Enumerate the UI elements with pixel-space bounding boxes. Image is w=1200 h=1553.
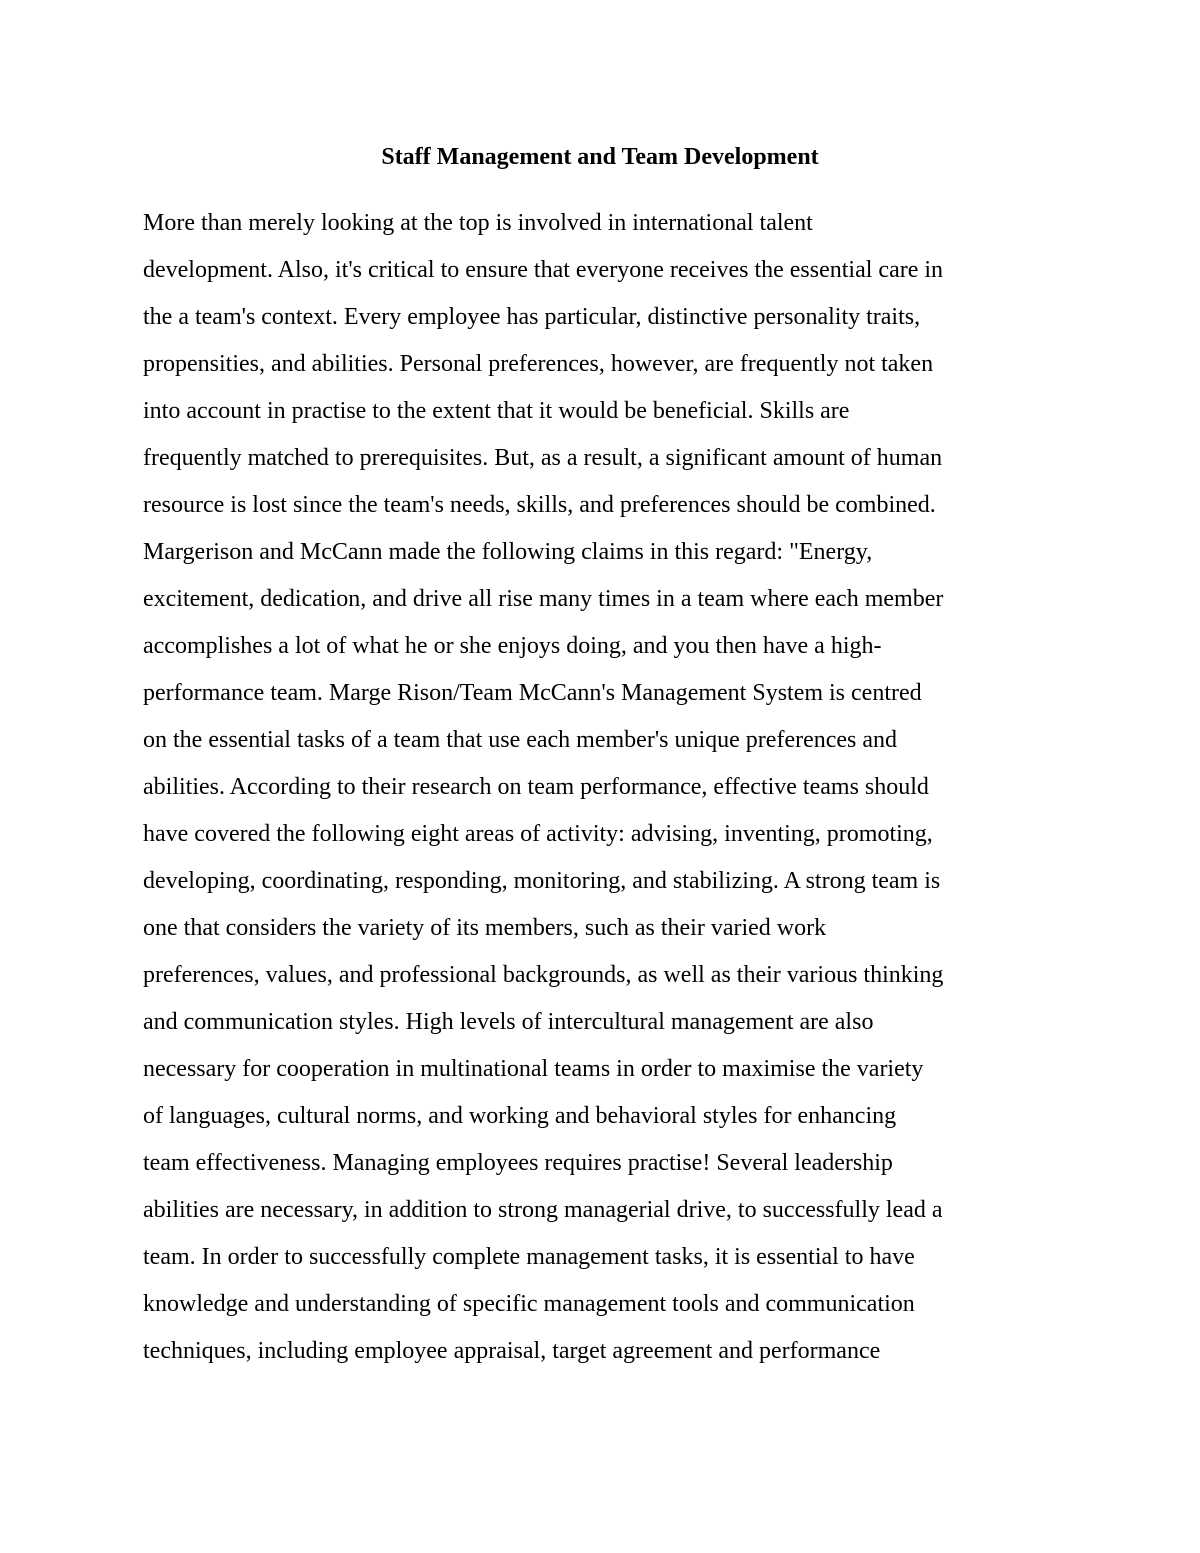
document-title: Staff Management and Team Development [381,144,819,170]
text-line: preferences, values, and professional backgrounds, as well as their various thinking [143,962,944,988]
text-line: performance team. Marge Rison/Team McCann's Management System is centred [143,680,922,706]
body-text [143,205,1103,1380]
text-line: abilities. According to their research on team performance, effective teams should [143,774,929,800]
text-line: accomplishes a lot of what he or she enjoys doing, and you then have a high- [143,633,882,659]
text-line: knowledge and understanding of specific management tools and communication [143,1291,915,1317]
text-line: have covered the following eight areas of activity: advising, inventing, promoting, [143,821,933,847]
text-line: one that considers the variety of its members, such as their varied work [143,915,827,941]
text-line: on the essential tasks of a team that use each member's unique preferences and [143,727,898,753]
text-line: Margerison and McCann made the following claims in this regard: "Energy, [143,539,873,565]
text-line: development. Also, it's critical to ensure that everyone receives the essential care in [143,257,944,283]
text-line: and communication styles. High levels of intercultural management are also [143,1009,874,1035]
text-line: necessary for cooperation in multinational teams in order to maximise the variety [143,1056,924,1082]
text-line: team. In order to successfully complete management tasks, it is essential to have [143,1244,915,1270]
text-line: team effectiveness. Managing employees requires practise! Several leadership [143,1150,893,1176]
text-line: techniques, including employee appraisal, target agreement and performance [143,1338,881,1364]
text-line: abilities are necessary, in addition to strong managerial drive, to successfully lead a [143,1197,943,1223]
text-line: resource is lost since the team's needs, skills, and preferences should be combined. [143,492,936,518]
text-line: into account in practise to the extent that it would be beneficial. Skills are [143,398,850,424]
text-line: developing, coordinating, responding, monitoring, and stabilizing. A strong team is [143,868,941,894]
text-line: More than merely looking at the top is involved in international talent [143,210,813,236]
text-line: frequently matched to prerequisites. But, as a result, a significant amount of human [143,445,943,471]
text-line: the a team's context. Every employee has particular, distinctive personality traits, [143,304,921,330]
text-line: propensities, and abilities. Personal preferences, however, are frequently not taken [143,351,934,377]
text-line: excitement, dedication, and drive all rise many times in a team where each member [143,586,944,612]
text-line: of languages, cultural norms, and working and behavioral styles for enhancing [143,1103,897,1129]
